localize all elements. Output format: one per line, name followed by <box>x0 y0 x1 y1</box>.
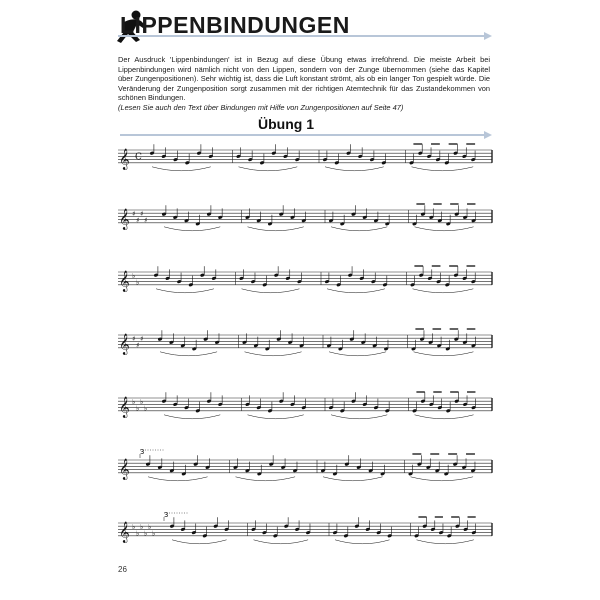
staff <box>118 329 492 356</box>
treble-clef-icon: 𝄞 <box>119 208 130 230</box>
exercise-arrow <box>120 131 492 139</box>
svg-text:♭: ♭ <box>132 272 136 281</box>
staff <box>118 392 492 419</box>
svg-text:♯: ♯ <box>132 335 136 344</box>
intro-note: (Lesen Sie auch den Text über Bindungen mit Hilfe von Zungenpositionen auf Seite 47) <box>118 102 404 112</box>
svg-text:♯: ♯ <box>136 341 140 350</box>
svg-text:♯: ♯ <box>140 335 144 344</box>
svg-text:♭: ♭ <box>136 529 140 538</box>
svg-text:♭: ♭ <box>152 529 156 538</box>
staff <box>118 448 492 481</box>
svg-text:♯: ♯ <box>132 210 136 219</box>
svg-text:♯: ♯ <box>140 210 144 219</box>
svg-text:♭: ♭ <box>132 523 136 532</box>
svg-text:♭: ♭ <box>148 523 152 532</box>
svg-text:♭: ♭ <box>140 523 144 532</box>
svg-text:♯: ♯ <box>144 216 148 225</box>
staff <box>118 266 492 293</box>
svg-text:♭: ♭ <box>144 529 148 538</box>
treble-clef-icon: 𝄞 <box>119 458 130 480</box>
treble-clef-icon: 𝄞 <box>119 396 130 418</box>
svg-text:♭: ♭ <box>136 278 140 287</box>
svg-text:C: C <box>135 152 142 163</box>
svg-text:♭: ♭ <box>144 404 148 413</box>
treble-clef-icon: 𝄞 <box>119 270 130 292</box>
page-title: LIPPENBINDUNGEN <box>120 12 350 38</box>
svg-text:♭: ♭ <box>140 398 144 407</box>
page-number: 26 <box>118 565 127 574</box>
treble-clef-icon: 𝄞 <box>119 333 130 355</box>
intro-text <box>118 55 490 113</box>
svg-text:♯: ♯ <box>136 216 140 225</box>
treble-clef-icon: 𝄞 <box>119 148 130 170</box>
staff <box>118 511 492 544</box>
intro-paragraph: Der Ausdruck 'Lippenbindungen' ist in Bezug auf diese Übung etwas irreführend. Die meiste Arbeit bei Lippenbindungen wird nämlich nicht von den Lippen, sondern von der Zunge übernommen (siehe das Kapitel über Zungenpositionen). Sehr wichtig ist, dass die Luft konstant strömt, als ob ein langer Ton gespielt würde. Die Veränderung der Zungenposition sorgt zusammen mit der richtigen Atemtechnik für das Zustandekommen von schönen Bindungen. <box>118 55 490 103</box>
treble-clef-icon: 𝄞 <box>119 521 130 543</box>
svg-text:♭: ♭ <box>136 404 140 413</box>
svg-text:3: 3 <box>140 448 145 456</box>
staff <box>118 204 492 231</box>
staff <box>118 144 492 171</box>
svg-text:3: 3 <box>164 511 169 519</box>
svg-text:♭: ♭ <box>132 398 136 407</box>
exercise-title: Übung 1 <box>258 116 314 132</box>
